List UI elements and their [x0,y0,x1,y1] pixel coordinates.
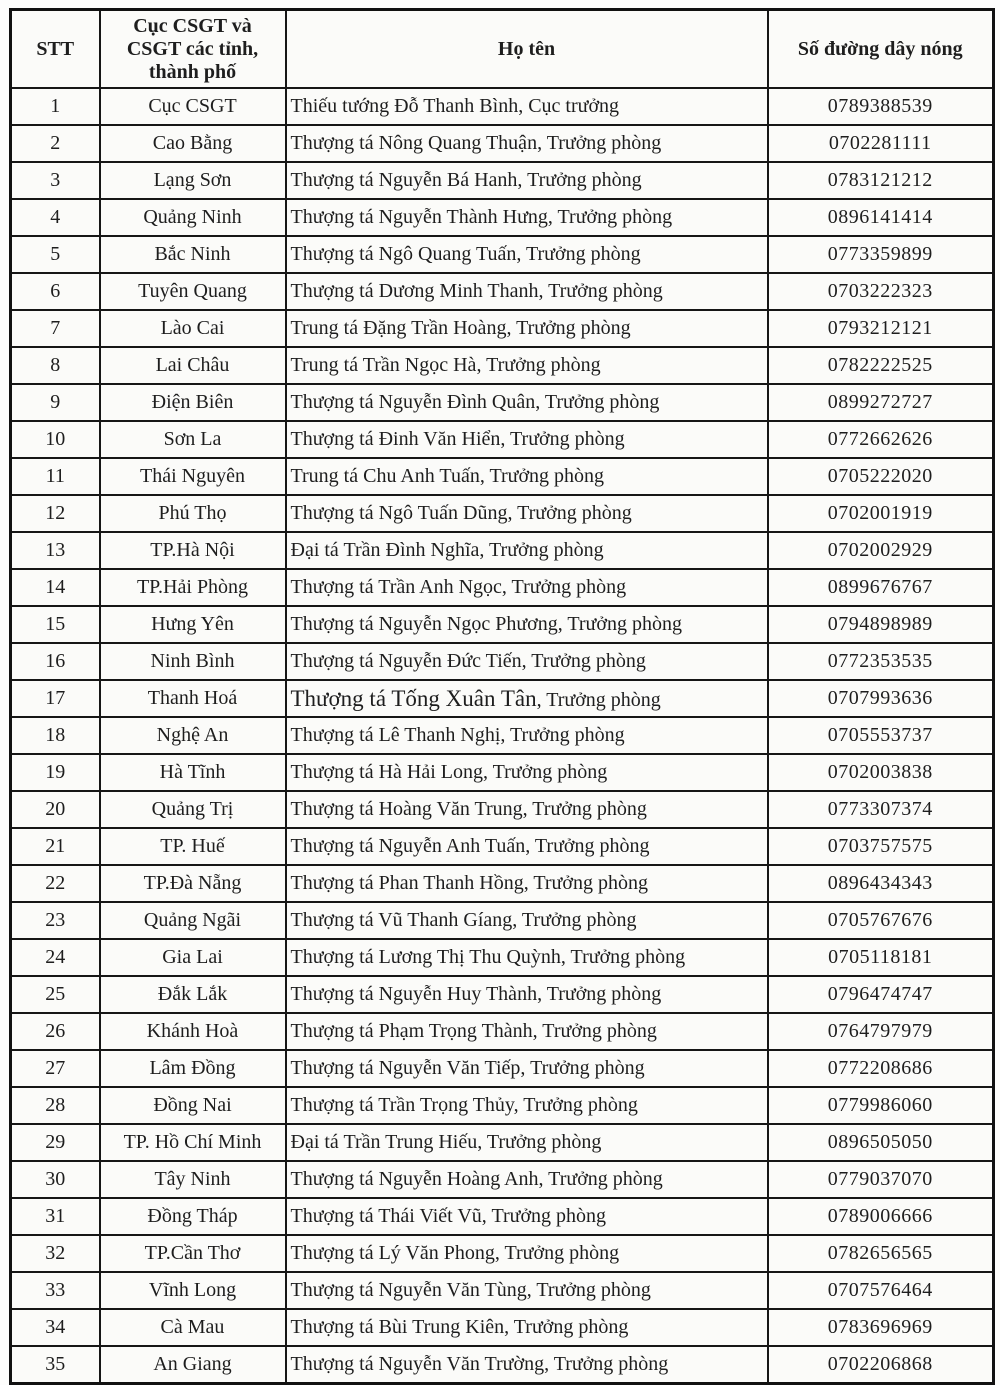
table-row [11,1161,994,1198]
stt-cell: 8 [11,347,100,384]
unit-cell: TP.Hải Phòng [100,569,286,606]
phone-cell: 0703757575 [768,828,994,865]
stt-cell: 24 [11,939,100,976]
name-cell: Thượng tá Ngô Quang Tuấn, Trưởng phòng [286,236,768,273]
stt-cell: 12 [11,495,100,532]
table-row [11,791,994,828]
table-header [11,10,994,89]
table-row [11,1346,994,1384]
stt-cell: 18 [11,717,100,754]
name-cell: Thượng tá Đinh Văn Hiển, Trưởng phòng [286,421,768,458]
name-cell [286,680,768,717]
stt-cell: 27 [11,1050,100,1087]
stt-cell: 17 [11,680,100,717]
name-cell: Thượng tá Nguyễn Đình Quân, Trưởng phòng [286,384,768,421]
stt-cell: 34 [11,1309,100,1346]
unit-cell: Phú Thọ [100,495,286,532]
name-cell: Thượng tá Nguyễn Ngọc Phương, Trưởng phòng [286,606,768,643]
stt-cell: 3 [11,162,100,199]
phone-cell: 0899272727 [768,384,994,421]
header-phone: Số đường dây nóng [768,10,994,89]
name-cell: Thượng tá Nguyễn Hoàng Anh, Trưởng phòng [286,1161,768,1198]
table-row [11,939,994,976]
unit-cell: Hưng Yên [100,606,286,643]
phone-cell: 0779037070 [768,1161,994,1198]
stt-cell: 11 [11,458,100,495]
stt-cell: 10 [11,421,100,458]
phone-cell: 0896505050 [768,1124,994,1161]
stt-cell: 2 [11,125,100,162]
table-row [11,1198,994,1235]
phone-cell: 0702281111 [768,125,994,162]
unit-cell: Quảng Trị [100,791,286,828]
table-row [11,199,994,236]
unit-cell: Thanh Hoá [100,680,286,717]
stt-cell: 26 [11,1013,100,1050]
phone-cell: 0707576464 [768,1272,994,1309]
table-row [11,606,994,643]
stt-cell: 1 [11,88,100,125]
table-row [11,384,994,421]
unit-cell: Thái Nguyên [100,458,286,495]
unit-cell: Quảng Ninh [100,199,286,236]
phone-cell: 0707993636 [768,680,994,717]
stt-cell: 33 [11,1272,100,1309]
name-segment: Thượng tá Tống Xuân Tân [290,685,537,711]
stt-cell: 22 [11,865,100,902]
header-row [11,10,994,89]
phone-cell: 0789388539 [768,88,994,125]
table-row [11,421,994,458]
phone-cell: 0896434343 [768,865,994,902]
name-cell: Đại tá Trần Đình Nghĩa, Trưởng phòng [286,532,768,569]
phone-cell: 0789006666 [768,1198,994,1235]
stt-cell: 35 [11,1346,100,1384]
name-cell: Thượng tá Nông Quang Thuận, Trưởng phòng [286,125,768,162]
name-cell: Trung tá Trần Ngọc Hà, Trưởng phòng [286,347,768,384]
table-row [11,754,994,791]
phone-cell: 0764797979 [768,1013,994,1050]
unit-cell: Bắc Ninh [100,236,286,273]
unit-cell: Cục CSGT [100,88,286,125]
phone-cell: 0702002929 [768,532,994,569]
stt-cell: 23 [11,902,100,939]
unit-cell: Lạng Sơn [100,162,286,199]
unit-cell: Tây Ninh [100,1161,286,1198]
table-row [11,1309,994,1346]
unit-cell: An Giang [100,1346,286,1384]
unit-cell: TP. Hồ Chí Minh [100,1124,286,1161]
table-row [11,1050,994,1087]
phone-cell: 0772208686 [768,1050,994,1087]
unit-cell: Ninh Bình [100,643,286,680]
table-row [11,88,994,125]
phone-cell: 0793212121 [768,310,994,347]
phone-cell: 0705553737 [768,717,994,754]
name-cell: Thượng tá Dương Minh Thanh, Trưởng phòng [286,273,768,310]
table-row [11,236,994,273]
phone-cell: 0779986060 [768,1087,994,1124]
unit-cell: Khánh Hoà [100,1013,286,1050]
phone-cell: 0705222020 [768,458,994,495]
unit-cell: Hà Tĩnh [100,754,286,791]
name-cell: Thượng tá Nguyễn Thành Hưng, Trưởng phòng [286,199,768,236]
table-body [11,88,994,1384]
name-cell: Thượng tá Trần Anh Ngọc, Trưởng phòng [286,569,768,606]
stt-cell: 21 [11,828,100,865]
header-unit: Cục CSGT và CSGT các tỉnh, thành phố [100,10,286,89]
phone-cell: 0782222525 [768,347,994,384]
name-cell: Thượng tá Thái Viết Vũ, Trưởng phòng [286,1198,768,1235]
phone-cell: 0702206868 [768,1346,994,1384]
name-cell: Thượng tá Nguyễn Đức Tiến, Trưởng phòng [286,643,768,680]
phone-cell: 0773307374 [768,791,994,828]
stt-cell: 6 [11,273,100,310]
table-row [11,1013,994,1050]
unit-cell: Cà Mau [100,1309,286,1346]
unit-cell: TP.Cần Thơ [100,1235,286,1272]
phone-cell: 0899676767 [768,569,994,606]
phone-cell: 0702001919 [768,495,994,532]
phone-cell: 0772662626 [768,421,994,458]
name-cell: Thượng tá Nguyễn Văn Tùng, Trưởng phòng [286,1272,768,1309]
stt-cell: 30 [11,1161,100,1198]
unit-cell: Gia Lai [100,939,286,976]
stt-cell: 13 [11,532,100,569]
unit-cell: Đồng Tháp [100,1198,286,1235]
name-cell: Thượng tá Nguyễn Văn Tiếp, Trưởng phòng [286,1050,768,1087]
name-cell: Thượng tá Lương Thị Thu Quỳnh, Trưởng phòng [286,939,768,976]
unit-cell: Sơn La [100,421,286,458]
table-row [11,717,994,754]
table-row [11,532,994,569]
stt-cell: 9 [11,384,100,421]
table-row [11,1124,994,1161]
name-cell: Thượng tá Nguyễn Anh Tuấn, Trưởng phòng [286,828,768,865]
unit-cell: TP.Hà Nội [100,532,286,569]
table-row [11,643,994,680]
unit-cell: Điện Biên [100,384,286,421]
unit-cell: TP.Đà Nẵng [100,865,286,902]
stt-cell: 29 [11,1124,100,1161]
name-cell: Thượng tá Vũ Thanh Gíang, Trưởng phòng [286,902,768,939]
table-row [11,1235,994,1272]
stt-cell: 5 [11,236,100,273]
table-row [11,828,994,865]
stt-cell: 15 [11,606,100,643]
hotline-table [9,8,995,1385]
unit-cell: Đồng Nai [100,1087,286,1124]
phone-cell: 0702003838 [768,754,994,791]
unit-cell: Nghệ An [100,717,286,754]
unit-cell: Lâm Đồng [100,1050,286,1087]
name-cell: Thượng tá Nguyễn Huy Thành, Trưởng phòng [286,976,768,1013]
phone-cell: 0896141414 [768,199,994,236]
unit-cell: Quảng Ngãi [100,902,286,939]
table-row [11,495,994,532]
unit-cell: TP. Huế [100,828,286,865]
header-name: Họ tên [286,10,768,89]
name-cell: Trung tá Chu Anh Tuấn, Trưởng phòng [286,458,768,495]
table-row [11,1272,994,1309]
table-row [11,865,994,902]
name-cell: Đại tá Trần Trung Hiếu, Trưởng phòng [286,1124,768,1161]
name-cell: Thượng tá Nguyễn Văn Trường, Trưởng phòng [286,1346,768,1384]
name-cell: Thượng tá Phạm Trọng Thành, Trưởng phòng [286,1013,768,1050]
stt-cell: 4 [11,199,100,236]
table-row [11,976,994,1013]
name-cell: Thượng tá Lý Văn Phong, Trưởng phòng [286,1235,768,1272]
stt-cell: 7 [11,310,100,347]
table-row [11,162,994,199]
table-row [11,273,994,310]
name-cell: Thượng tá Lê Thanh Nghị, Trưởng phòng [286,717,768,754]
name-cell: Thượng tá Hà Hải Long, Trưởng phòng [286,754,768,791]
table-row [11,458,994,495]
name-cell: Thiếu tướng Đỗ Thanh Bình, Cục trưởng [286,88,768,125]
phone-cell: 0794898989 [768,606,994,643]
name-cell: Thượng tá Bùi Trung Kiên, Trưởng phòng [286,1309,768,1346]
unit-cell: Lai Châu [100,347,286,384]
phone-cell: 0783696969 [768,1309,994,1346]
unit-cell: Tuyên Quang [100,273,286,310]
table-row [11,347,994,384]
table-row [11,1087,994,1124]
phone-cell: 0705767676 [768,902,994,939]
name-cell: Thượng tá Phan Thanh Hồng, Trưởng phòng [286,865,768,902]
table-row [11,569,994,606]
phone-cell: 0783121212 [768,162,994,199]
name-cell: Thượng tá Ngô Tuấn Dũng, Trưởng phòng [286,495,768,532]
name-cell: Trung tá Đặng Trần Hoàng, Trưởng phòng [286,310,768,347]
unit-cell: Cao Bằng [100,125,286,162]
phone-cell: 0773359899 [768,236,994,273]
phone-cell: 0772353535 [768,643,994,680]
name-cell: Thượng tá Hoàng Văn Trung, Trưởng phòng [286,791,768,828]
table-row [11,902,994,939]
name-cell: Thượng tá Nguyễn Bá Hanh, Trưởng phòng [286,162,768,199]
stt-cell: 25 [11,976,100,1013]
unit-cell: Vĩnh Long [100,1272,286,1309]
phone-cell: 0703222323 [768,273,994,310]
stt-cell: 28 [11,1087,100,1124]
phone-cell: 0705118181 [768,939,994,976]
stt-cell: 16 [11,643,100,680]
stt-cell: 32 [11,1235,100,1272]
stt-cell: 14 [11,569,100,606]
unit-cell: Đắk Lắk [100,976,286,1013]
stt-cell: 19 [11,754,100,791]
table-row [11,125,994,162]
header-stt: STT [11,10,100,89]
name-segment: , Trưởng phòng [536,688,661,711]
name-cell: Thượng tá Trần Trọng Thủy, Trưởng phòng [286,1087,768,1124]
stt-cell: 20 [11,791,100,828]
phone-cell: 0796474747 [768,976,994,1013]
stt-cell: 31 [11,1198,100,1235]
table-row [11,680,994,717]
phone-cell: 0782656565 [768,1235,994,1272]
table-row [11,310,994,347]
unit-cell: Lào Cai [100,310,286,347]
